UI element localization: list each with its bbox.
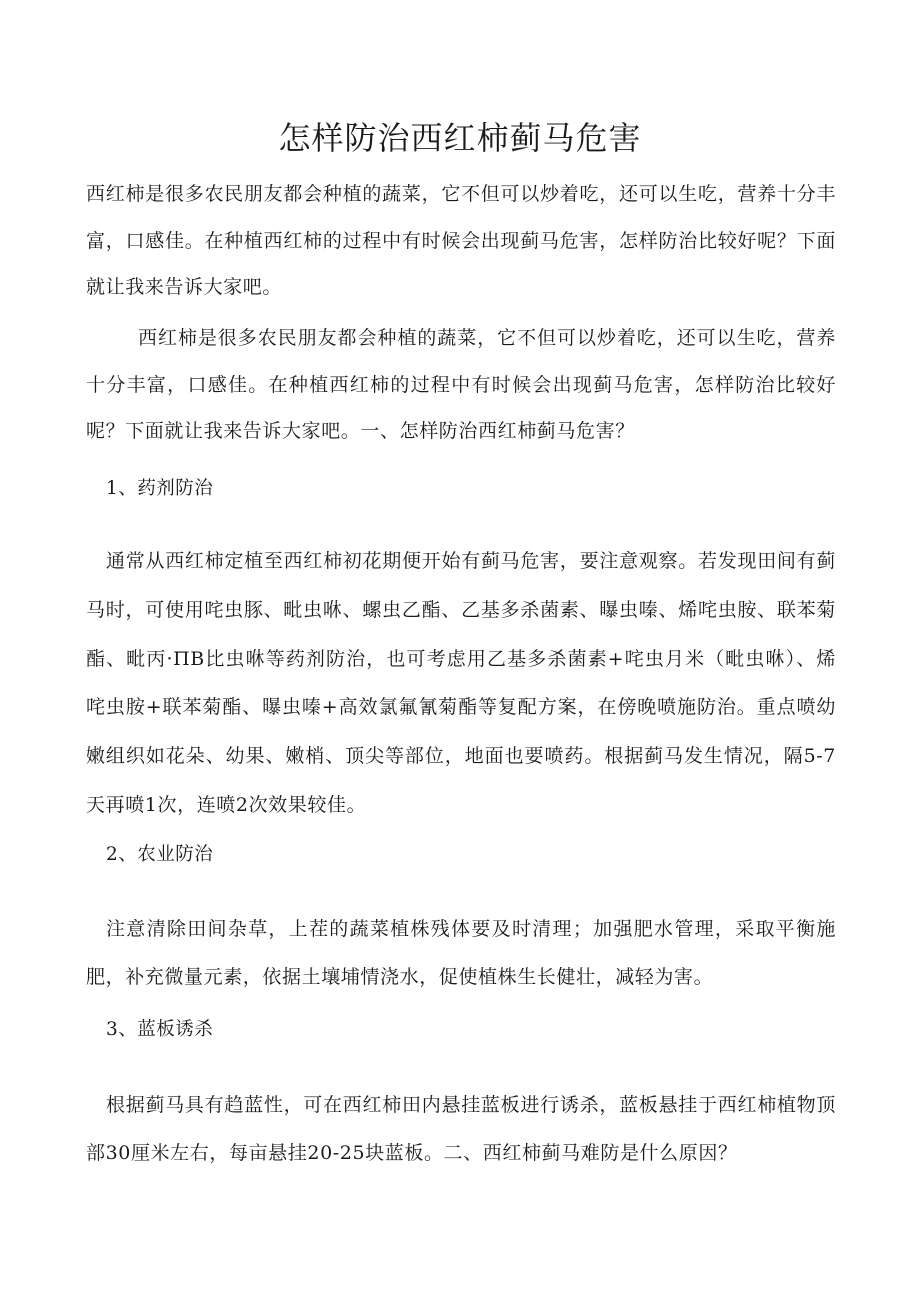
section-heading-chemical-control: 1、药剂防治 [106, 478, 214, 499]
intro-paragraph: 西红柿是很多农民朋友都会种植的蔬菜，它不但可以炒着吃，还可以生吃，营养十分丰富，口感佳。在种植西红柿的过程中有时候会出现蓟马危害，怎样防治比较好呢？下面就让我来告诉大家吧。 [86, 183, 836, 298]
body-paragraph: 西红柿是很多农民朋友都会种植的蔬菜，它不但可以炒着吃，还可以生吃，营养十分丰富，口感佳。在种植西红柿的过程中有时候会出现蓟马危害，怎样防治比较好呢？下面就让我来告诉大家吧。一、怎样防治西红柿蓟马危害？ [86, 327, 836, 442]
page-title: 怎样防治西红柿蓟马危害 [278, 119, 642, 157]
section-text-agricultural-control: 注意清除田间杂草，上茬的蔬菜植株残体要及时清理；加强肥水管理，采取平衡施肥，补充微量元素，依据土壤埔情浇水，促使植株生长健壮，减轻为害。 [86, 918, 836, 988]
section-heading-agricultural-control: 2、农业防治 [106, 844, 214, 865]
section-text-blue-board-trapping: 根据蓟马具有趋蓝性，可在西红柿田内悬挂蓝板进行诱杀，蓝板悬挂于西红柿植物顶部30厘米左右，每亩悬挂20-25块蓝板。二、西红柿蓟马难防是什么原因？ [86, 1094, 836, 1164]
section-heading-blue-board-trapping: 3、蓝板诱杀 [106, 1019, 214, 1040]
section-text-chemical-control: 通常从西红柿定植至西红柿初花期便开始有蓟马危害，要注意观察。若发现田间有蓟马时，可使用咤虫豚、毗虫咻、螺虫乙酯、乙基多杀菌素、曝虫嗪、烯咤虫胺、联苯菊酯、毗丙·ΠΒ比虫咻等药剂防治，也可考虑用乙基多杀菌素+咤虫月米（毗虫咻）、烯咤虫胺+联苯菊酯、曝虫嗪+高效氯氟氰菊酯等复配方案，在傍晚喷施防治。重点喷幼嫩组织如花朵、幼果、嫩梢、顶尖等部位，地面也要喷药。根据蓟马发生情况，隔5-7天再喷1次，连喷2次效果较佳。 [86, 550, 836, 816]
